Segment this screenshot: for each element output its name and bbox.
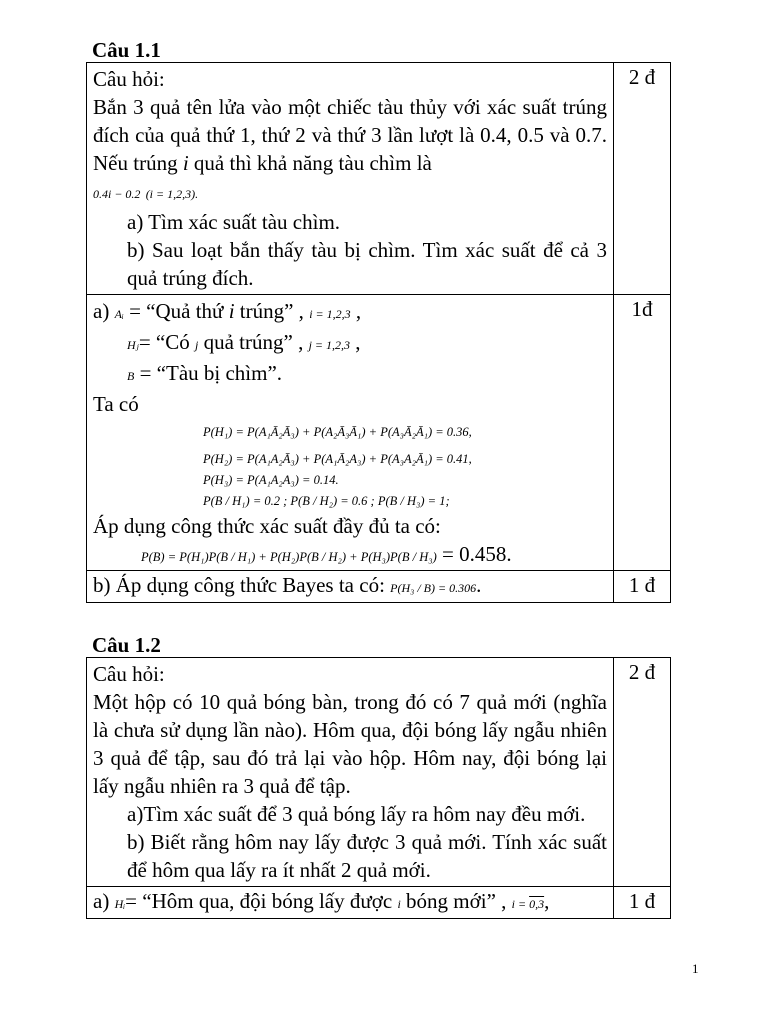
equation-h2: P(H₂) = P(A₁A₂Ā₃) + P(A₁Ā₂A₃) + P(A₃A₂Ā₁) = 0.41,: [203, 452, 472, 466]
answer-a-cell: [87, 295, 614, 571]
question-1-2-table: [86, 657, 671, 919]
answer-a-score: 1 đ: [614, 887, 671, 919]
question-part-a: a) Tìm xác suất tàu chìm.: [127, 210, 341, 234]
answer-a-line3: B = “Tàu bị chìm”.: [127, 361, 283, 385]
answer-a-equations: [93, 418, 607, 512]
question-label: Câu hỏi:: [93, 67, 165, 91]
question-cell: [87, 63, 614, 295]
answer-a-line2: Hⱼ= “Có j quả trúng” , j = 1,2,3 ,: [127, 330, 361, 354]
question-text: Một hộp có 10 quả bóng bàn, trong đó có 7 quả mới (nghĩa là chưa sử dụng lần nào). Hôm qua, đội bóng lấy ngẫu nhiên 3 quả để tập, sau đó trả lại vào hộp. Hôm nay, đội bóng lại lấy ngẫu nhiên ra 3 quả để tập.: [93, 690, 607, 798]
answer-a-apply: Áp dụng công thức xác suất đầy đủ ta có:: [93, 514, 441, 538]
answer-a-row: [87, 295, 671, 571]
answer-a-cell: a) Hᵢ= “Hôm qua, đội bóng lấy được i bóng mới” , i = 0,3,: [87, 887, 614, 919]
equation-h3: P(H₃) = P(A₁A₂A₃) = 0.14.: [203, 473, 339, 487]
question-cell: [87, 658, 614, 887]
answer-a-row: [87, 887, 671, 919]
answer-b-cell: b) Áp dụng công thức Bayes ta có: P(H₃ / B) = 0.306.: [87, 571, 614, 603]
answer-a-taco: Ta có: [93, 392, 139, 416]
page-number: 1: [692, 961, 699, 976]
answer-a-total: P(B) = P(H₁)P(B / H₁) + P(H₂)P(B / H₂) + P(H₃)P(B / H₃) = 0.458.: [141, 542, 512, 566]
question-part-a: a)Tìm xác suất để 3 quả bóng lấy ra hôm nay đều mới.: [127, 802, 586, 826]
question-1-1-table: [86, 62, 671, 603]
answer-a-score: 1đ: [614, 295, 671, 571]
question-row: [87, 658, 671, 887]
question-formula: 0.4i − 0.2 (i = 1,2,3).: [93, 187, 199, 201]
answer-a-line1: a) Aᵢ = “Quả thứ i trúng” , i = 1,2,3 ,: [93, 299, 362, 323]
answer-b-row: [87, 571, 671, 603]
question-1-1-heading: Câu 1.1: [92, 38, 161, 62]
question-label: Câu hỏi:: [93, 662, 165, 686]
question-text: Bắn 3 quả tên lửa vào một chiếc tàu thủy với xác suất trúng đích của quả thứ 1, thứ 2 và thứ 3 lần lượt là 0.4, 0.5 và 0.7. Nếu trúng i quả thì khả năng tàu chìm là: [93, 95, 607, 175]
question-part-b: b) Biết rằng hôm nay lấy được 3 quả mới. Tính xác suất để hôm qua lấy ra ít nhất 2 quả mới.: [127, 830, 607, 882]
equation-h1: P(H₁) = P(A₁Ā₂Ā₃) + P(A₂Ā₃Ā₁) + P(A₃Ā₂Ā₁) = 0.36,: [203, 425, 472, 439]
question-score: 2 đ: [614, 63, 671, 295]
question-row: [87, 63, 671, 295]
question-part-b: b) Sau loạt bắn thấy tàu bị chìm. Tìm xác suất để cả 3 quả trúng đích.: [127, 238, 607, 290]
answer-b-score: 1 đ: [614, 571, 671, 603]
equation-conditional: P(B / H₁) = 0.2 ; P(B / H₂) = 0.6 ; P(B / H₃) = 1;: [203, 494, 450, 508]
question-1-2-heading: Câu 1.2: [92, 633, 161, 657]
question-score: 2 đ: [614, 658, 671, 887]
